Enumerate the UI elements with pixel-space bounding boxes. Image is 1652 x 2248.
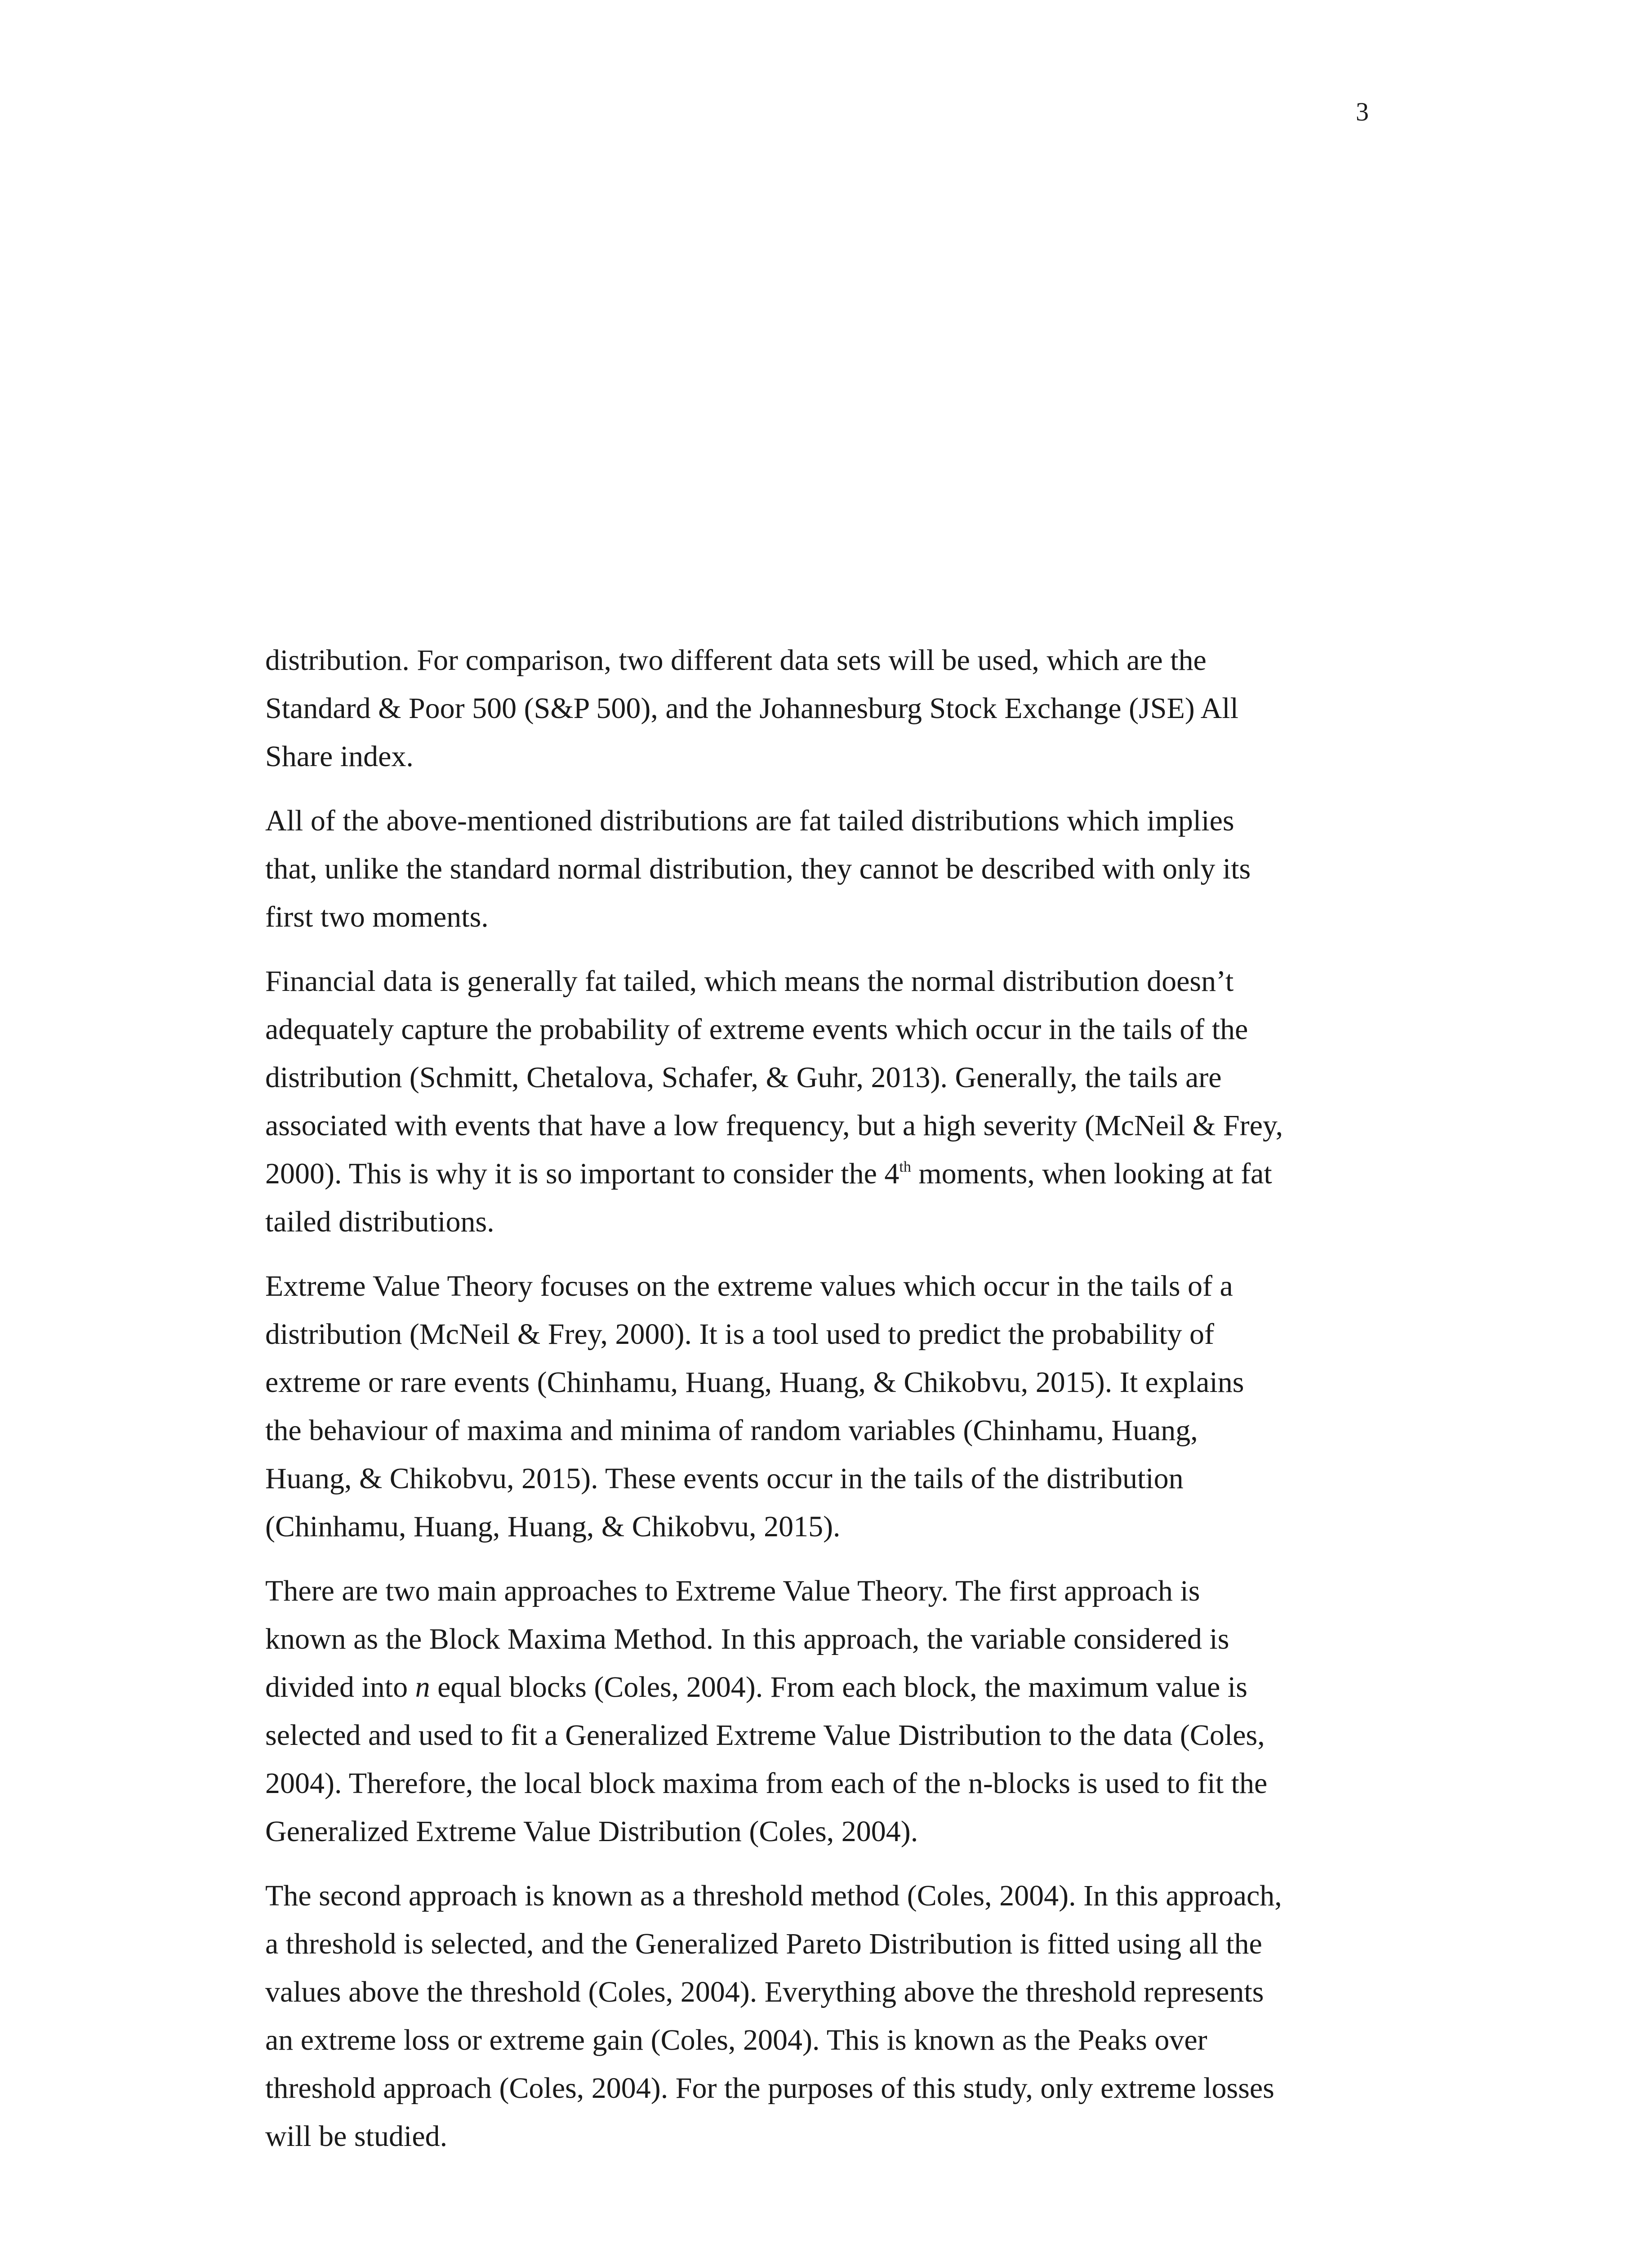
paragraph [265, 636, 1376, 781]
text-line: will be studied. [265, 2120, 448, 2153]
text-line: The second approach is known as a threshold method (Coles, 2004). In this approach, [265, 1879, 1282, 1912]
text-line: Huang, & Chikobvu, 2015). These events occur in the tails of the distribution [265, 1462, 1184, 1495]
body-text [265, 636, 1376, 2177]
text-line: that, unlike the standard normal distribution, they cannot be described with only its [265, 852, 1251, 885]
text-line: an extreme loss or extreme gain (Coles, 2004). This is known as the Peaks over [265, 2024, 1207, 2056]
text-line: selected and used to fit a Generalized Extreme Value Distribution to the data (Coles, [265, 1719, 1265, 1752]
text-line: Financial data is generally fat tailed, which means the normal distribution doesn’t [265, 965, 1234, 998]
text-line [265, 1663, 1376, 1711]
text-line: a threshold is selected, and the Generalized Pareto Distribution is fitted using all the [265, 1927, 1262, 1960]
superscript: th [899, 1159, 911, 1175]
text-line: distribution. For comparison, two different data sets will be used, which are the [265, 644, 1207, 677]
paragraph [265, 797, 1376, 941]
text-segment: divided into [265, 1671, 415, 1704]
text-line: first two moments. [265, 901, 489, 933]
text-line: Standard & Poor 500 (S&P 500), and the Johannesburg Stock Exchange (JSE) All [265, 692, 1238, 725]
page-number: 3 [1356, 97, 1369, 126]
text-line: known as the Block Maxima Method. In this approach, the variable considered is [265, 1623, 1229, 1655]
text-line: extreme or rare events (Chinhamu, Huang, Huang, & Chikobvu, 2015). It explains [265, 1366, 1244, 1399]
text-line: (Chinhamu, Huang, Huang, & Chikobvu, 2015). [265, 1510, 841, 1543]
text-line: the behaviour of maxima and minima of random variables (Chinhamu, Huang, [265, 1414, 1198, 1447]
text-line: distribution (Schmitt, Chetalova, Schafer, & Guhr, 2013). Generally, the tails are [265, 1061, 1222, 1094]
text-line: There are two main approaches to Extreme Value Theory. The first approach is [265, 1574, 1200, 1607]
text-line: All of the above-mentioned distributions are fat tailed distributions which implies [265, 804, 1234, 837]
paragraph [265, 957, 1376, 1246]
text-line: threshold approach (Coles, 2004). For the purposes of this study, only extreme losses [265, 2072, 1274, 2105]
text-segment: 2000). This is why it is so important to consider the 4 [265, 1157, 899, 1190]
paragraph [265, 1567, 1376, 1855]
paragraph [265, 1262, 1376, 1551]
text-line [265, 1150, 1376, 1198]
text-line: tailed distributions. [265, 1205, 494, 1238]
italic-variable: n [415, 1671, 430, 1704]
text-segment: equal blocks (Coles, 2004). From each block, the maximum value is [430, 1671, 1247, 1704]
text-line: Share index. [265, 740, 414, 773]
text-line: 2004). Therefore, the local block maxima from each of the n-blocks is used to fit the [265, 1767, 1268, 1800]
text-line: associated with events that have a low frequency, but a high severity (McNeil & Frey, [265, 1109, 1283, 1142]
text-line: adequately capture the probability of extreme events which occur in the tails of the [265, 1013, 1248, 1046]
text-segment: moments, when looking at fat [911, 1157, 1272, 1190]
text-line: values above the threshold (Coles, 2004). Everything above the threshold represents [265, 1976, 1264, 2008]
paragraph [265, 1872, 1376, 2160]
text-line: Extreme Value Theory focuses on the extreme values which occur in the tails of a [265, 1270, 1233, 1302]
text-line: distribution (McNeil & Frey, 2000). It is a tool used to predict the probability of [265, 1318, 1215, 1351]
text-line: Generalized Extreme Value Distribution (Coles, 2004). [265, 1815, 918, 1848]
